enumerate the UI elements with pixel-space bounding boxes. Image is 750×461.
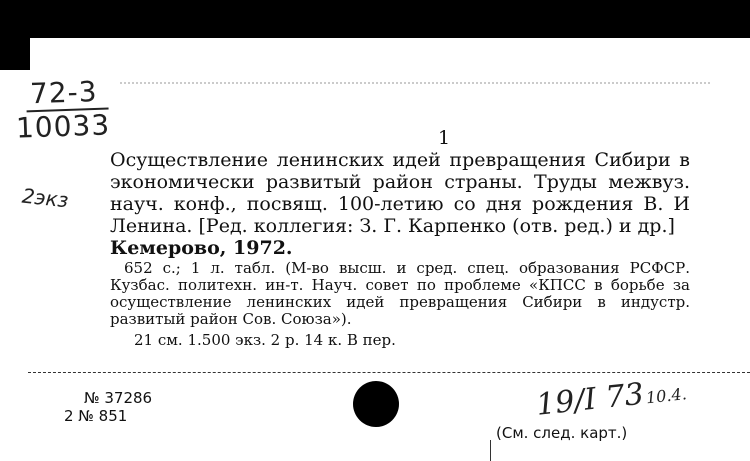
sheet-number-line — [0, 128, 750, 148]
entry-text: Осуществление ленинских идей превращения Сибири в экономически развитый район страны. Труды межвуз. науч. конф., посвящ. 100-летию со дня рождения В. И Ленина. [Ред. коллегия: З. Г. Карпенко (отв. ред.) и др.] — [110, 149, 690, 237]
shelfmark-bottom: 10033 — [15, 108, 111, 145]
sheet-number: 1 — [437, 127, 451, 149]
card-edge-rule — [490, 440, 491, 461]
handwritten-date-suffix: 10.4. — [645, 384, 688, 408]
series-line: 21 см. 1.500 экз. 2 р. 14 к. В пер. — [134, 331, 396, 349]
copies-note: 2экз — [20, 183, 70, 213]
scan-border — [0, 0, 30, 70]
registration-number-2: 2 № 851 — [64, 407, 128, 425]
registration-number-1: № 37286 — [84, 389, 153, 407]
see-next-card-note: (См. след. карт.) — [496, 424, 628, 442]
bleed-through-marks — [120, 82, 710, 92]
punch-hole — [353, 381, 399, 427]
handwritten-date-main: 19/I 73 — [534, 376, 646, 423]
physical-description — [110, 260, 690, 328]
card-divider — [28, 372, 750, 373]
shelfmark-top: 72-3 — [25, 75, 108, 113]
physical-description-text: 652 с.; 1 л. табл. (М-во высш. и сред. спец. образования РСФСР. Кузбас. политехн. ин-т. Науч. совет по проблеме «КПСС в борьбе за осуществление ленинских идей превращения Сибири в индустр. развитый район Сов. Союза»). — [110, 259, 690, 328]
entry-title — [110, 149, 690, 259]
imprint: Кемерово, 1972. — [110, 237, 293, 259]
